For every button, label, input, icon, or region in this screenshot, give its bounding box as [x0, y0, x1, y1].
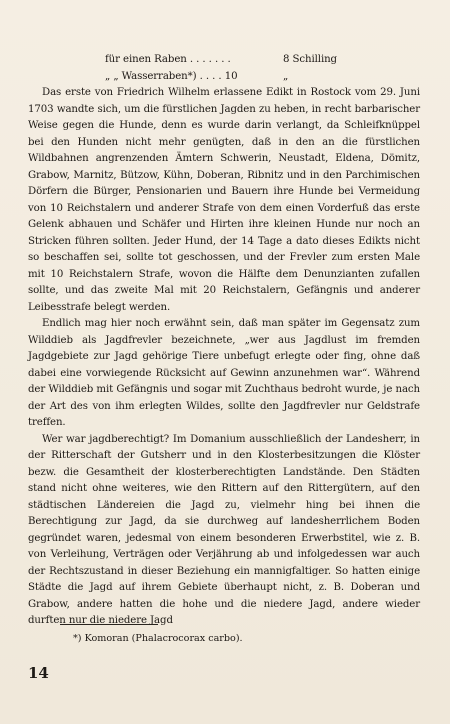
page-number: 14: [28, 664, 49, 682]
paragraph-edict: Das erste von Friedrich Wilhelm erlassene Edikt in Rostock vom 29. Juni 1703 wandte sich, um die fürstlichen Jagden zu heben, in recht barbarischer Weise gegen die Hunde, denn es wurde darin verlangt, da Schleifknüppel bei den Hunden nicht mehr genügten, daß in den an die fürstlichen Wildbahnen angrenzenden Ämtern Schwerin, Neustadt, Eldena, Dömitz, Grabow, Marnitz, Bützow, Kühn, Doberan, Ribnitz und in den Parchimischen Dörfern die Bürger, Pensionarien und Bauern ihre Hunde bei Vermeidung von 10 Reichstalern und anderer Strafe von dem einen Vorderfuß das erste Gelenk abhauen und Schäfer und Hirten ihre kleinen Hunde nur noch an Stricken führen sollten. Jeder Hund, der 14 Tage a dato dieses Edikts nicht so beschaffen sei, sollte tot geschossen, und der Frevler zum ersten Male mit 10 Reichstalern Strafe, wovon die Hälfte dem Denunzianten zufallen sollte, und das zweite Mal mit 20 Reichstalern, Gefängnis und anderer Leibesstrafe belegt werden.: [28, 87, 420, 313]
price-line-water-raven: [28, 69, 420, 86]
footnote-divider: [60, 624, 158, 625]
price-line-raven: [28, 52, 420, 69]
paragraph-poaching: Endlich mag hier noch erwähnt sein, daß man später im Gegensatz zum Wilddieb als Jagdfrevler bezeichnete, „wer aus Jagdlust im fremden Jagdgebiete zur Jagd gehörige Tiere unbefugt erlegte oder fing, ohne daß dabei eine vorwiegende Rücksicht auf Gewinn anzunehmen war“. Während der Wilddieb mit Gefängnis und sogar mit Zuchthaus bedroht wurde, je nach der Art des von ihm erlegten Wildes, sollte den Jagdfrevler nur Geldstrafe treffen.: [28, 318, 420, 428]
price-value: 8 Schilling: [283, 54, 337, 65]
price-value: „: [283, 70, 289, 82]
footnote: *) Komoran (Phalacrocorax carbo).: [73, 633, 243, 644]
body-text: [28, 52, 420, 630]
price-label: „ „ Wasserraben*) . . . . 10: [105, 70, 238, 82]
paragraph-hunting-rights: Wer war jagdberechtigt? Im Domanium ausschließlich der Landesherr, in der Ritterschaft der Gutsherr und in den Klosterbesitzungen die Klöster bezw. die Gesamtheit der klosterberechtigten Landstände. Den Städten stand nicht ohne weiteres, wie den Rittern auf den Rittergütern, auf den städtischen Ländereien die Jagd zu, vielmehr hing bei ihnen die Berechtigung zur Jagd, da sie durchweg auf landesherrlichem Boden gegründet waren, jedesmal von einem besonderen Erwerbstitel, wie z. B. von Verleihung, Verträgen oder Verjährung ab und infolgedessen war auch der Rechtszustand in dieser Beziehung ein mannigfaltiger. So hatten einige Städte die Jagd auf ihrem Gebiete überhaupt nicht, z. B. Doberan und Grabow, andere hatten die hohe und die niedere Jagd, andere wieder durften nur die niedere Jagd: [28, 433, 420, 626]
price-label: für einen Raben . . . . . . .: [105, 54, 231, 65]
